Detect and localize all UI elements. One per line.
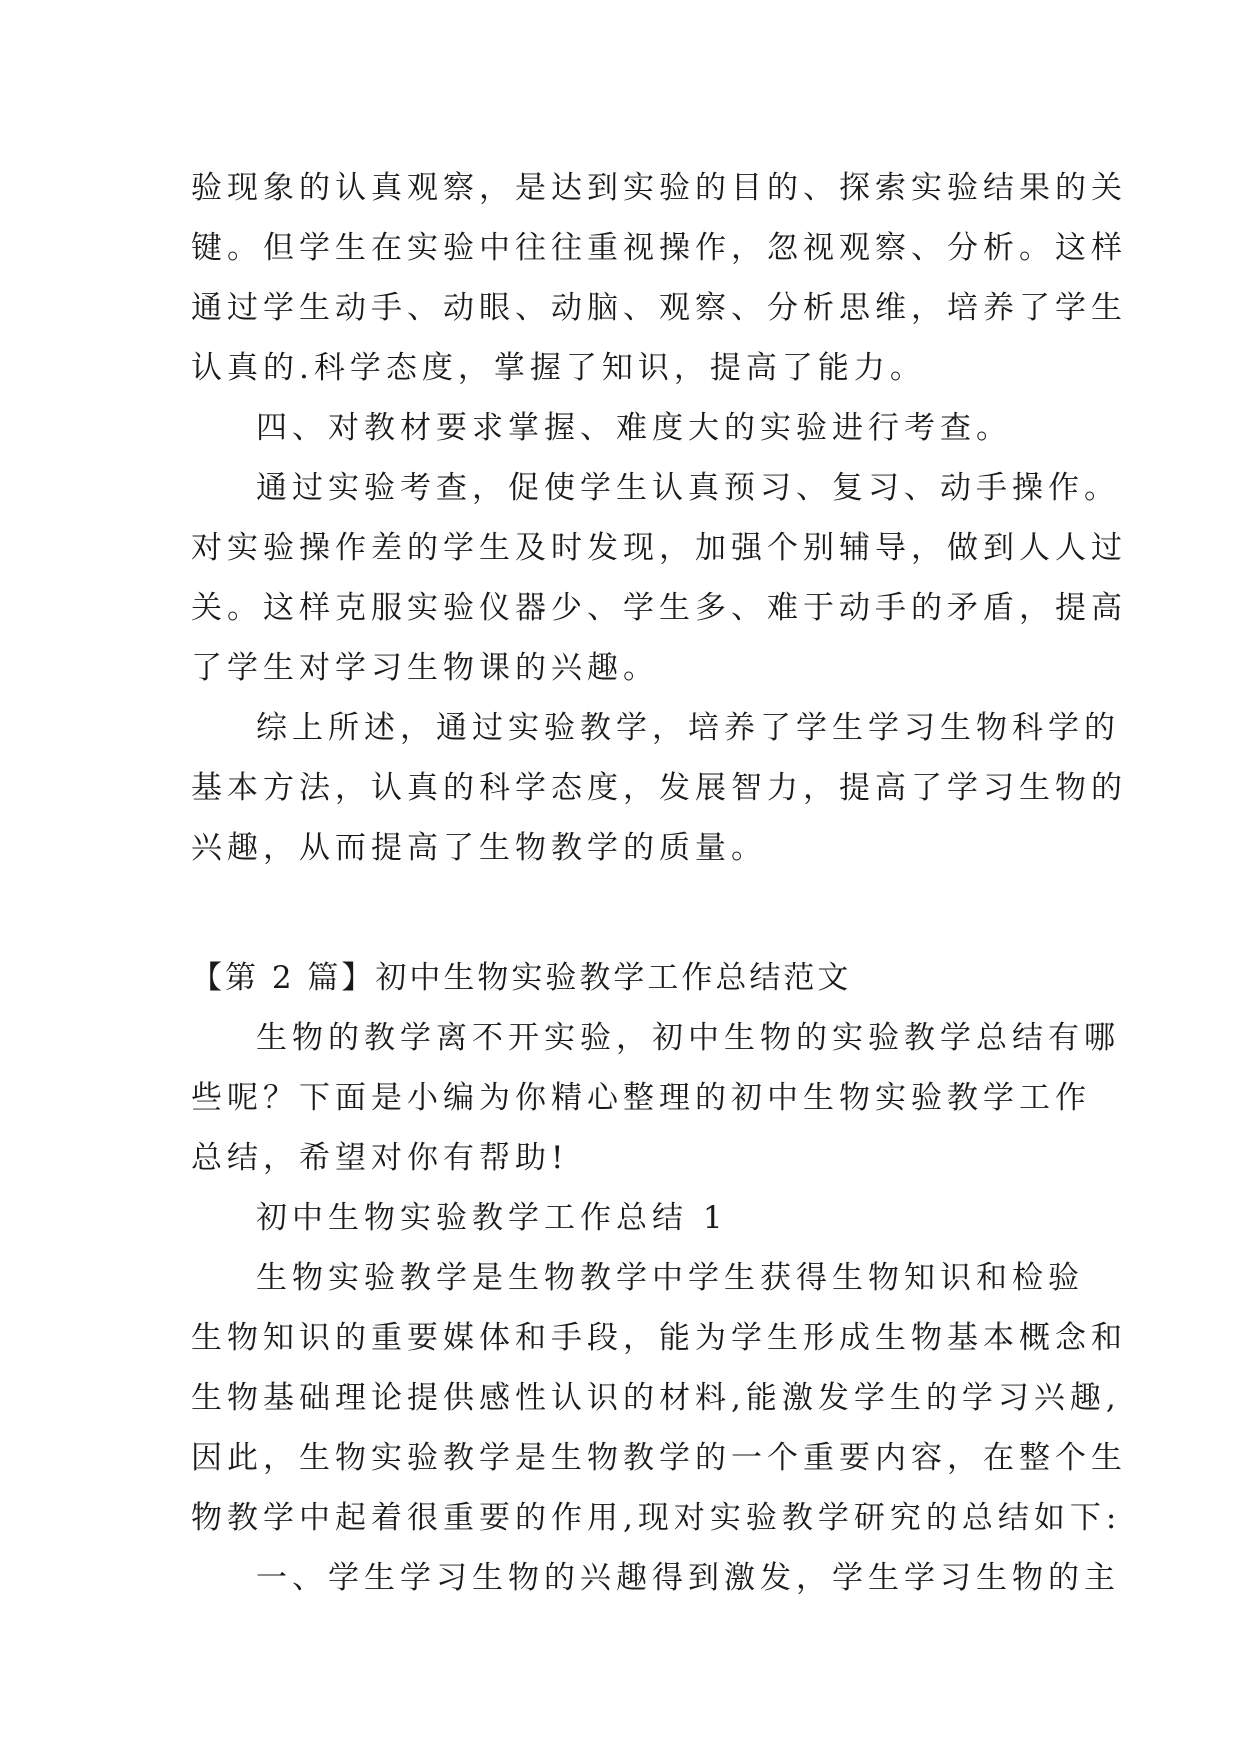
paragraph-line: 关。这样克服实验仪器少、学生多、难于动手的矛盾，提高 bbox=[191, 590, 1127, 626]
paragraph-line: 生物的教学离不开实验，初中生物的实验教学总结有哪 bbox=[256, 1020, 1120, 1056]
paragraph-line: 键。但学生在实验中往往重视操作，忽视观察、分析。这样 bbox=[191, 230, 1127, 266]
paragraph-line: 一、学生学习生物的兴趣得到激发，学生学习生物的主 bbox=[256, 1560, 1120, 1596]
section-spacer bbox=[191, 878, 1061, 948]
subsection-title: 初中生物实验教学工作总结 1 bbox=[256, 1200, 728, 1236]
paragraph-line: 通过实验考查，促使学生认真预习、复习、动手操作。 bbox=[256, 470, 1120, 506]
paragraph-line: 兴趣，从而提高了生物教学的质量。 bbox=[191, 830, 767, 866]
paragraph-line: 生物基础理论提供感性认识的材料,能激发学生的学习兴趣, bbox=[191, 1380, 1121, 1416]
paragraph-line: 综上所述，通过实验教学，培养了学生学习生物科学的 bbox=[256, 710, 1120, 746]
article-heading: 【第 2 篇】初中生物实验教学工作总结范文 bbox=[191, 960, 852, 996]
paragraph-line: 些呢？下面是小编为你精心整理的初中生物实验教学工作 bbox=[191, 1080, 1091, 1116]
paragraph-line: 通过学生动手、动眼、动脑、观察、分析思维，培养了学生 bbox=[191, 290, 1127, 326]
paragraph-line: 生物实验教学是生物教学中学生获得生物知识和检验 bbox=[256, 1260, 1084, 1296]
paragraph-line: 基本方法，认真的科学态度，发展智力，提高了学习生物的 bbox=[191, 770, 1127, 806]
paragraph-line: 物教学中起着很重要的作用,现对实验教学研究的总结如下: bbox=[191, 1500, 1122, 1536]
paragraph-line: 验现象的认真观察，是达到实验的目的、探索实验结果的关 bbox=[191, 170, 1127, 206]
paragraph-line: 生物知识的重要媒体和手段，能为学生形成生物基本概念和 bbox=[191, 1320, 1127, 1356]
document-body bbox=[191, 158, 1127, 1608]
paragraph-line: 总结，希望对你有帮助! bbox=[191, 1140, 569, 1176]
paragraph-line: 因此，生物实验教学是生物教学的一个重要内容，在整个生 bbox=[191, 1440, 1127, 1476]
paragraph-line: 了学生对学习生物课的兴趣。 bbox=[191, 650, 659, 686]
paragraph-line: 认真的.科学态度，掌握了知识，提高了能力。 bbox=[191, 350, 926, 386]
section-item-heading: 四、对教材要求掌握、难度大的实验进行考查。 bbox=[256, 410, 1012, 446]
paragraph-line: 对实验操作差的学生及时发现，加强个别辅导，做到人人过 bbox=[191, 530, 1127, 566]
